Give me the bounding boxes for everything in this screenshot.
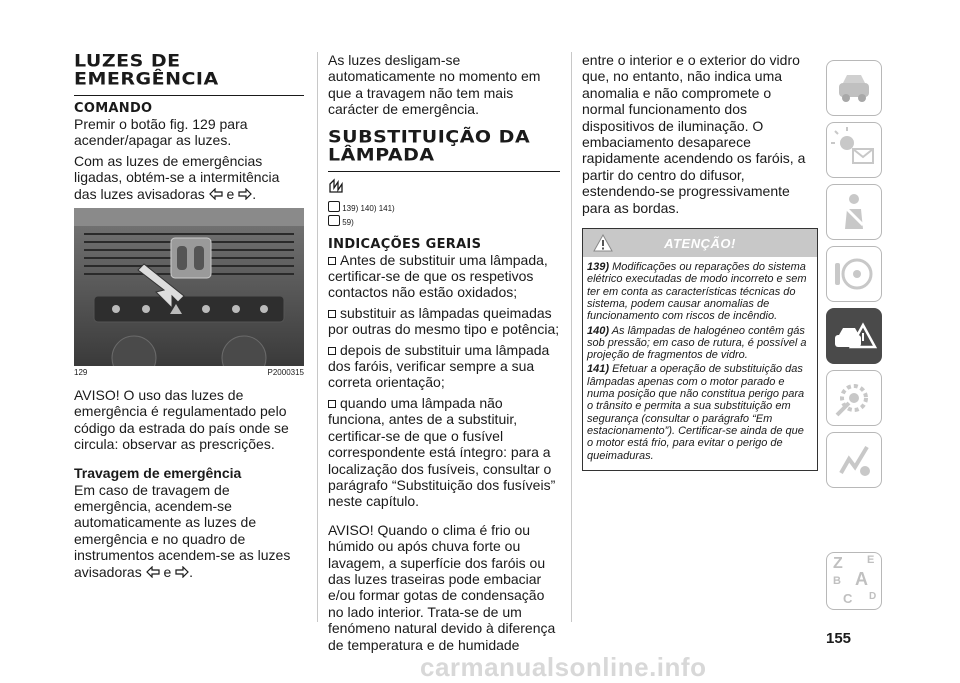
turn-left-arrow-icon <box>146 566 160 578</box>
title-rule <box>328 171 560 172</box>
references: 139) 140) 141) 59) <box>328 178 560 227</box>
tab-warning-lights[interactable] <box>826 122 882 178</box>
alphabetical-index-icon: Z E B A C D <box>833 554 877 606</box>
steering-wheel-icon <box>827 247 881 301</box>
paragraph: entre o interior e o exterior do vidro que, no entanto, não indica uma anomalia e não compromete o normal funcionamento dos dispositivos de iluminação. O embaciamento desaparece rapidamente acendendo os faróis, a partir do centro do difusor, estendendo-se progressivamente para as bordas. <box>582 52 806 216</box>
figure-code: P2000315 <box>267 368 304 378</box>
paragraph: As luzes desligam-se automaticamente no momento em que a travagem não tem mais carácter de emergência. <box>328 52 541 118</box>
paragraph: Premir o botão fig. 129 para acender/apagar as luzes. <box>74 116 248 149</box>
warning-box <box>582 228 818 471</box>
figure-129 <box>74 208 304 377</box>
tab-seat-belt[interactable] <box>826 184 882 240</box>
bullet-icon <box>328 347 336 355</box>
tab-multimedia[interactable] <box>826 432 882 488</box>
tab-steering-wheel[interactable] <box>826 246 882 302</box>
watermark: carmanualsonline.info <box>420 652 707 682</box>
warning-item: 139) Modificações ou reparações do sistema elétrico executadas de modo incorreto e sem ter em conta as características técnicas do sistema, podem causar anomalias de funcionamento com riscos de incêndio. <box>587 261 807 323</box>
paragraph-aviso: AVISO! Quando o clima é frio ou húmido ou após chuva forte ou lavagem, a superfície dos faróis ou das luzes traseiras pode embaciar e/ou formar gotas de condensação no lado interior. Trata-se de um fenómeno natural devido à diferença de temperatura e de humidade <box>328 521 556 653</box>
service-tools-icon <box>827 371 881 425</box>
title-rule <box>74 95 304 96</box>
subheading-travagem: Travagem de emergência <box>74 464 242 481</box>
paragraph: Com as luzes de emergências ligadas, obtém-se a intermitência das luzes avisadoras e . <box>74 152 280 202</box>
turn-right-arrow-icon <box>175 566 189 578</box>
bullet-icon <box>328 310 336 318</box>
car-dashboard-icon <box>827 61 881 115</box>
tab-car-dashboard[interactable] <box>826 60 882 116</box>
warning-triangle-icon <box>328 201 340 212</box>
turn-left-arrow-icon <box>209 188 223 200</box>
paragraph: Em caso de travagem de emergência, acendem-se automaticamente as luzes de emergência e no quadro de instrumentos acendem-se as luzes avisadoras e . <box>74 481 291 580</box>
subheading-comando: COMANDO <box>74 101 153 116</box>
column-divider <box>571 52 572 622</box>
section-title-substituicao: SUBSTITUIÇÃO DA LÂMPADA <box>328 126 531 165</box>
subheading-indicacoes: INDICAÇÕES GERAIS <box>328 236 482 252</box>
turn-right-arrow-icon <box>238 188 252 200</box>
list-item: quando uma lâmpada não funciona, antes de a substituir, certificar-se de que o fusível correspondente está íntegro: para a localização dos fusíveis, consultar o parágrafo “Substituição dos fusíveis” neste capítulo. <box>328 394 556 510</box>
section-title-luzes: LUZES DE EMERGÊNCIA <box>74 51 219 89</box>
bullet-list <box>328 252 560 510</box>
emergency-car-icon <box>827 309 881 363</box>
tab-emergency[interactable] <box>826 308 882 364</box>
column-divider <box>317 52 318 622</box>
warning-item: 141) Efetuar a operação de substituição das lâmpadas apenas com o motor parado e numa posição que não constitua perigo para o trânsito e permita a sua substituição em segurança (consultar o parágrafo “Em estacionamento”). Certificar-se ainda de que o motor está frio, para evitar o perigo de queimaduras. <box>587 363 805 462</box>
figure-number: 129 <box>74 368 88 378</box>
figure-caption <box>74 368 304 377</box>
tab-service-tools[interactable] <box>826 370 882 426</box>
warning-header <box>583 229 817 257</box>
warning-item: 140) As lâmpadas de halogéneo contêm gás sob pressão; em caso de rutura, é possível a projeção de fragmentos de vidro. <box>587 324 807 362</box>
hazard-button-photo <box>74 208 304 366</box>
warning-triangle-icon <box>593 234 613 252</box>
column-3 <box>582 52 816 471</box>
hand-book-icon <box>328 178 346 194</box>
bullet-icon <box>328 400 336 408</box>
warning-lights-icon <box>827 123 881 177</box>
list-item: substituir as lâmpadas queimadas por outras do mesmo tipo e potência; <box>328 304 560 338</box>
warning-title: ATENÇÃO! <box>664 235 736 251</box>
column-2 <box>328 52 560 657</box>
warning-body <box>583 257 817 470</box>
seat-belt-icon <box>827 185 881 239</box>
dashboard-illustration <box>74 208 304 366</box>
list-item: depois de substituir uma lâmpada dos faróis, verificar sempre a sua correta orientação; <box>328 341 550 391</box>
list-item: Antes de substituir uma lâmpada, certificar-se de que os respetivos contactos não estão oxidados; <box>328 251 548 301</box>
environment-icon <box>328 215 340 226</box>
page-number: 155 <box>826 630 852 647</box>
tab-alphabetical-index[interactable] <box>826 552 882 610</box>
column-1 <box>74 52 304 584</box>
paragraph-aviso: AVISO! O uso das luzes de emergência é regulamentado pelo código da estrada do país onde se circula: observar as prescrições. <box>74 387 289 453</box>
multimedia-icon <box>827 433 881 487</box>
bullet-icon <box>328 257 336 265</box>
